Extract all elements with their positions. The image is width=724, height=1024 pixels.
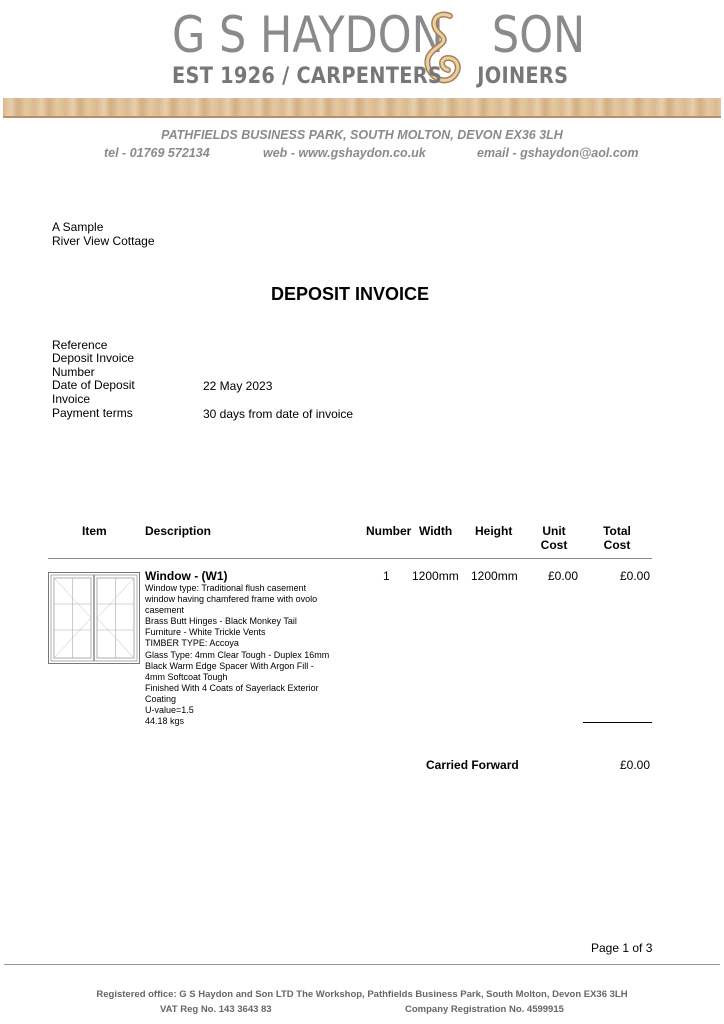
header-height: Height [475,524,513,538]
description-line: Coating [145,693,177,704]
customer-address: River View Cottage [52,234,155,248]
item-height: 1200mm [471,569,518,583]
tagline-right: JOINERS [477,64,569,89]
item-width: 1200mm [412,569,459,583]
company-email: email - gshaydon@aol.com [477,146,639,160]
description-line: casement [145,605,185,616]
tagline-left: EST 1926 / CARPENTERS [172,64,443,89]
description-line: Black Warm Edge Spacer With Argon Fill - [145,660,314,671]
company-name-right: SON [491,6,586,64]
terms-value: 30 days from date of invoice [203,407,354,421]
subtotal-rule [583,722,652,723]
description-line: Furniture - White Trickle Vents [145,627,266,638]
header-item: Item [82,524,107,538]
company-web: web - www.gshaydon.co.uk [263,146,426,160]
item-unit-cost: £0.00 [548,569,579,583]
footer-registered-office: Registered office: G S Haydon and Son LTD The Workshop, Pathfields Business Park, South Molton, Devon EX36 3LH [96,989,628,1000]
window-drawing-icon [48,572,140,664]
description-line: U-value=1.5 [145,705,194,716]
description-line: window having chamfered frame with ovolo [145,594,318,605]
footer-vat: VAT Reg No. 143 3643 83 [160,1004,272,1015]
header-divider [48,558,652,559]
company-address: PATHFIELDS BUSINESS PARK, SOUTH MOLTON, DEVON EX36 3LH [161,128,563,142]
reference-label: Reference [52,338,108,352]
page-number: Page 1 of 3 [591,941,653,955]
invoice-number-label: Deposit Invoice Number [52,351,135,379]
description-line: Brass Butt Hinges - Black Monkey Tail [145,616,297,627]
customer-name: A Sample [52,220,104,234]
item-description [145,583,355,727]
footer-company-reg: Company Registration No. 4599915 [405,1004,564,1015]
date-value: 22 May 2023 [203,379,273,393]
header-unit-cost: Unit Cost [540,524,568,552]
description-line: TIMBER TYPE: Accoya [145,638,239,649]
header-total-cost: Total Cost [603,524,631,552]
description-line: Glass Type: 4mm Clear Tough - Duplex 16mm [145,649,330,660]
carried-forward-label: Carried Forward [426,758,519,772]
header-description: Description [145,524,212,538]
company-tagline [172,64,568,89]
item-number: 1 [383,569,390,583]
header-number: Number [366,524,412,538]
footer-divider [4,964,720,965]
description-line: Finished With 4 Coats of Sayerlack Exterior [145,682,319,693]
company-name [172,6,585,64]
carried-forward-value: £0.00 [620,758,651,772]
description-line: 4mm Softcoat Tough [145,671,228,682]
date-label: Date of Deposit Invoice [52,378,135,406]
description-line: 44.18 kgs [145,716,185,727]
item-total-cost: £0.00 [620,569,651,583]
item-title: Window - (W1) [145,569,228,583]
header-width: Width [419,524,453,538]
company-tel: tel - 01769 572134 [104,146,210,160]
document-title: DEPOSIT INVOICE [270,284,430,304]
wood-banner [3,98,721,118]
description-line: Window type: Traditional flush casement [145,583,307,593]
terms-label: Payment terms [52,406,133,420]
company-name-left: G S HAYDON [172,6,444,64]
